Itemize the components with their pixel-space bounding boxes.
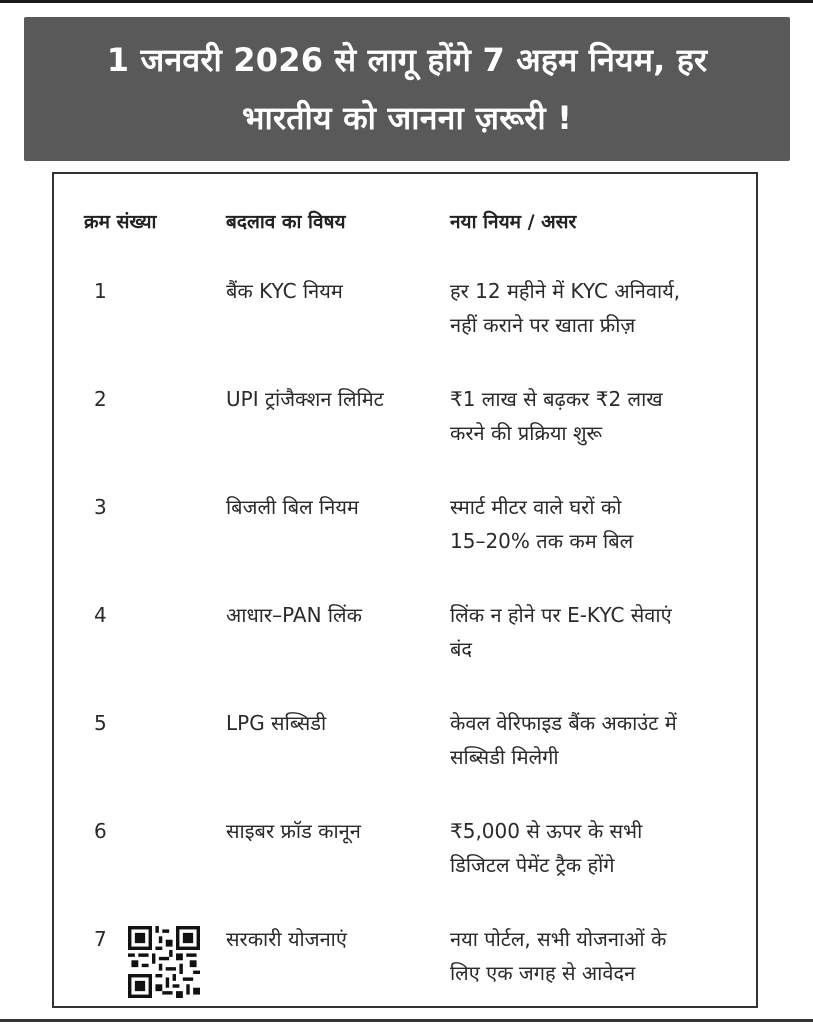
row-subject: UPI ट्रांजैक्शन लिमिट	[226, 387, 384, 411]
row-rule-line: डिजिटल पेमेंट ट्रैक होंगे	[450, 853, 615, 877]
bottom-border	[0, 1019, 813, 1022]
headline-banner	[24, 17, 790, 161]
row-rule	[450, 274, 746, 342]
row-rule-line: लिंक न होने पर E-KYC सेवाएं	[450, 603, 672, 627]
row-rule	[450, 922, 746, 990]
row-number: 1	[94, 279, 107, 303]
row-rule-line: करने की प्रक्रिया शुरू	[450, 421, 603, 445]
row-rule-line: लिए एक जगह से आवेदन	[450, 961, 636, 985]
row-rule-line: स्मार्ट मीटर वाले घरों को	[450, 495, 622, 519]
top-border	[0, 0, 813, 3]
row-rule-line: केवल वेरिफाइड बैंक अकाउंट में	[450, 711, 677, 735]
row-number: 7	[94, 927, 107, 951]
row-number: 2	[94, 387, 107, 411]
row-rule	[450, 598, 746, 666]
row-rule-line: नहीं कराने पर खाता फ्रीज़	[450, 313, 636, 337]
headline-line-2: भारतीय को जानना ज़रूरी !	[241, 99, 572, 137]
row-subject: बैंक KYC नियम	[226, 279, 343, 303]
row-rule	[450, 490, 746, 558]
row-subject: बिजली बिल नियम	[226, 495, 359, 519]
row-number: 6	[94, 819, 107, 843]
row-rule-line: बंद	[450, 637, 473, 661]
header-subject: बदलाव का विषय	[226, 211, 346, 233]
row-subject: साइबर फ्रॉड कानून	[226, 819, 361, 843]
headline-title	[107, 31, 708, 147]
row-subject: आधार–PAN लिंक	[226, 603, 362, 627]
row-rule-line: नया पोर्टल, सभी योजनाओं के	[450, 927, 667, 951]
row-rule-line: ₹1 लाख से बढ़कर ₹2 लाख	[450, 387, 663, 411]
row-rule	[450, 382, 746, 450]
row-rule-line: 15–20% तक कम बिल	[450, 529, 634, 553]
header-rule: नया नियम / असर	[450, 211, 577, 233]
row-subject: सरकारी योजनाएं	[226, 927, 347, 951]
row-number: 5	[94, 711, 107, 735]
qr-code-icon	[128, 926, 200, 998]
row-number: 3	[94, 495, 107, 519]
header-serial: क्रम संख्या	[84, 211, 157, 233]
row-number: 4	[94, 603, 107, 627]
headline-line-1: 1 जनवरी 2026 से लागू होंगे 7 अहम नियम, हर	[106, 41, 708, 79]
row-rule-line: हर 12 महीने में KYC अनिवार्य,	[450, 279, 681, 303]
row-rule	[450, 706, 746, 774]
row-rule-line: ₹5,000 से ऊपर के सभी	[450, 819, 643, 843]
row-subject: LPG सब्सिडी	[226, 711, 327, 735]
rules-table	[52, 172, 758, 1008]
row-rule-line: सब्सिडी मिलेगी	[450, 745, 559, 769]
row-rule	[450, 814, 746, 882]
